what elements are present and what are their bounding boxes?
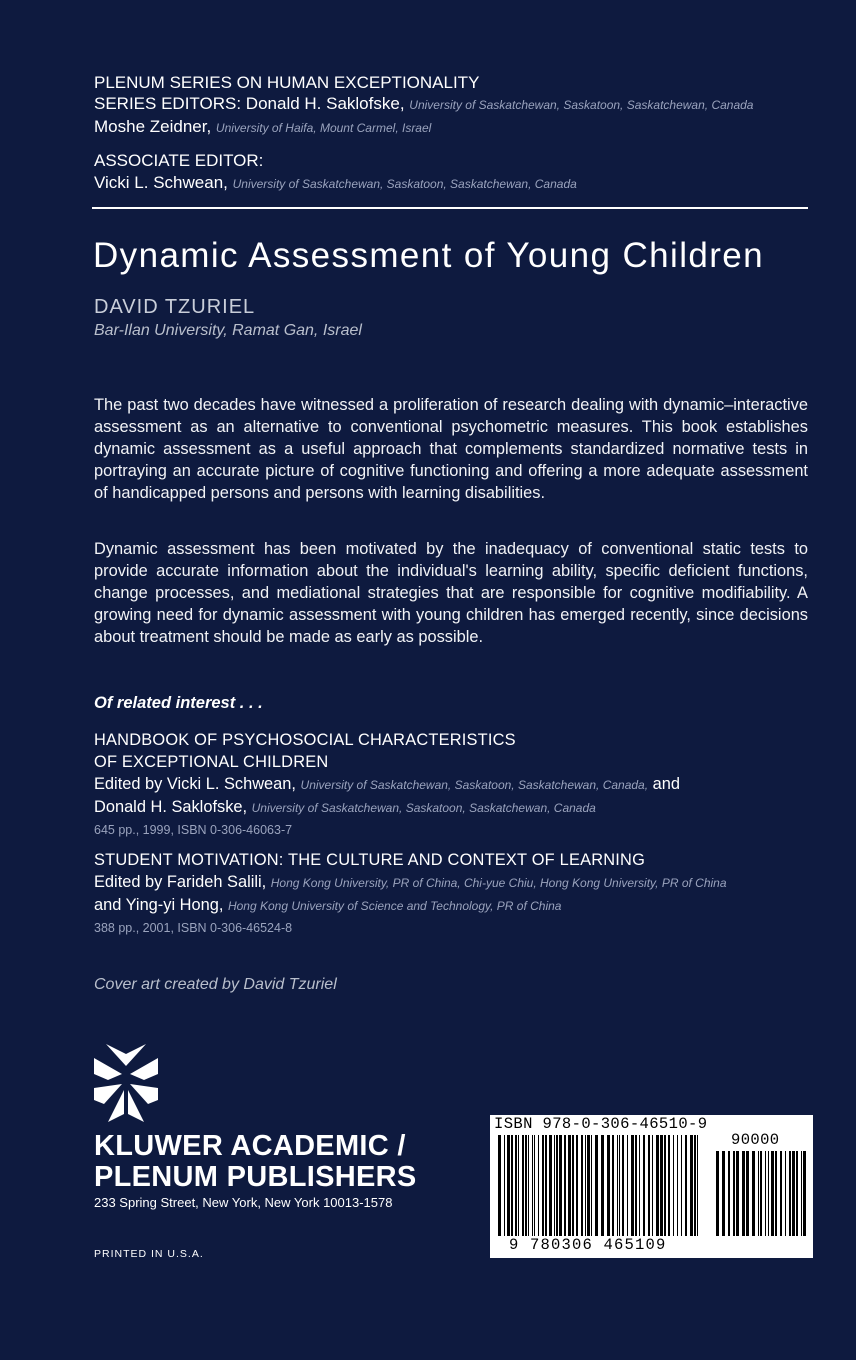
barcode-isbn: ISBN 978-0-306-46510-9: [494, 1115, 708, 1133]
related-interest-heading: Of related interest . . .: [94, 694, 263, 712]
related-book-1-editor-line-1: [94, 773, 814, 796]
related-book-1-title-line-2: OF EXCEPTIONAL CHILDREN: [94, 753, 329, 771]
series-editor-2-line: [94, 116, 753, 139]
related-book-1-meta: 645 pp., 1999, ISBN 0-306-46063-7: [94, 823, 293, 837]
related-book-2-editor-line-2: [94, 894, 814, 917]
book-title: Dynamic Assessment of Young Children: [93, 236, 765, 275]
related-book-1-and: and: [652, 775, 680, 793]
related-book-1-editor-1: Edited by Vicki L. Schwean,: [94, 775, 296, 793]
book-author: DAVID TZURIEL: [94, 296, 256, 318]
associate-editor-label: ASSOCIATE EDITOR:: [94, 151, 264, 170]
related-book-2-editor-2: and Ying-yi Hong,: [94, 896, 224, 914]
associate-editor-line: [94, 172, 577, 195]
series-editors-label: SERIES EDITORS:: [94, 94, 242, 113]
series-editor-1-affiliation: University of Saskatchewan, Saskatoon, Saskatchewan, Canada: [409, 98, 754, 112]
associate-editor: Vicki L. Schwean,: [94, 173, 228, 192]
related-book-2-meta: 388 pp., 2001, ISBN 0-306-46524-8: [94, 921, 293, 935]
associate-editor-block: [94, 150, 577, 195]
related-book-2-editor-1: Edited by Farideh Salili,: [94, 873, 267, 891]
series-editors-line: [94, 93, 753, 116]
barcode-ean-number: 9 780306 465109: [509, 1236, 667, 1254]
kluwer-logo-icon: [94, 1044, 158, 1122]
related-book-2-title: STUDENT MOTIVATION: THE CULTURE AND CONTEXT OF LEARNING: [94, 851, 646, 869]
printed-in-usa: PRINTED IN U.S.A.: [94, 1248, 204, 1260]
description-paragraph-1: The past two decades have witnessed a proliferation of research dealing with dynamic–interactive assessment as an alternative to conventional psychometric measures. This book establishes dynamic assessment as a useful approach that complements standardized normative tests in portraying an accurate picture of cognitive functioning and offering a more adequate assessment of handicapped persons and persons with learning disabilities.: [94, 396, 808, 502]
barcode-bars-icon: [498, 1135, 698, 1236]
related-book-1-editor-line-2: [94, 796, 814, 819]
series-editor-2: Moshe Zeidner,: [94, 117, 212, 136]
barcode-addon-bars-icon: [716, 1151, 806, 1236]
series-name: PLENUM SERIES ON HUMAN EXCEPTIONALITY: [94, 73, 480, 92]
series-block: [94, 72, 753, 139]
author-affiliation: Bar-Ilan University, Ramat Gan, Israel: [94, 322, 362, 339]
related-book-1: [94, 729, 814, 841]
description-paragraph-2: Dynamic assessment has been motivated by the inadequacy of conventional static tests to provide accurate information about the individual's learning ability, specific deficient functions, change processes, and mediational strategies that are responsible for cognitive modifiability. A growing need for dynamic assessment with young children has emerged recently, since decisions about treatment should be made as early as possible.: [94, 540, 808, 646]
publisher-name-line-1: KLUWER ACADEMIC /: [94, 1130, 406, 1162]
related-book-1-title-line-1: HANDBOOK OF PSYCHOSOCIAL CHARACTERISTICS: [94, 731, 516, 749]
related-book-2-editor-2-affiliation: Hong Kong University of Science and Technology, PR of China: [227, 899, 562, 913]
barcode-price-code: 90000: [731, 1131, 780, 1149]
associate-editor-affiliation: University of Saskatchewan, Saskatoon, Saskatchewan, Canada: [232, 177, 577, 191]
related-book-1-editor-2-affiliation: University of Saskatchewan, Saskatoon, Saskatchewan, Canada: [251, 801, 596, 815]
related-book-1-editor-2: Donald H. Saklofske,: [94, 798, 248, 816]
cover-art-credit: Cover art created by David Tzuriel: [94, 976, 337, 993]
divider-rule: [92, 207, 808, 209]
related-book-2-editor-line-1: [94, 871, 814, 894]
related-book-1-editor-1-affiliation: University of Saskatchewan, Saskatoon, Saskatchewan, Canada,: [300, 778, 649, 792]
publisher-address: 233 Spring Street, New York, New York 10013-1578: [94, 1195, 393, 1210]
series-editor-1: Donald H. Saklofske,: [245, 94, 405, 113]
related-book-2: [94, 849, 814, 939]
publisher-name-line-2: PLENUM PUBLISHERS: [94, 1161, 417, 1193]
related-book-2-editor-1-affiliation: Hong Kong University, PR of China, Chi-yue Chiu, Hong Kong University, PR of China: [270, 876, 727, 890]
series-editor-2-affiliation: University of Haifa, Mount Carmel, Israel: [215, 121, 432, 135]
